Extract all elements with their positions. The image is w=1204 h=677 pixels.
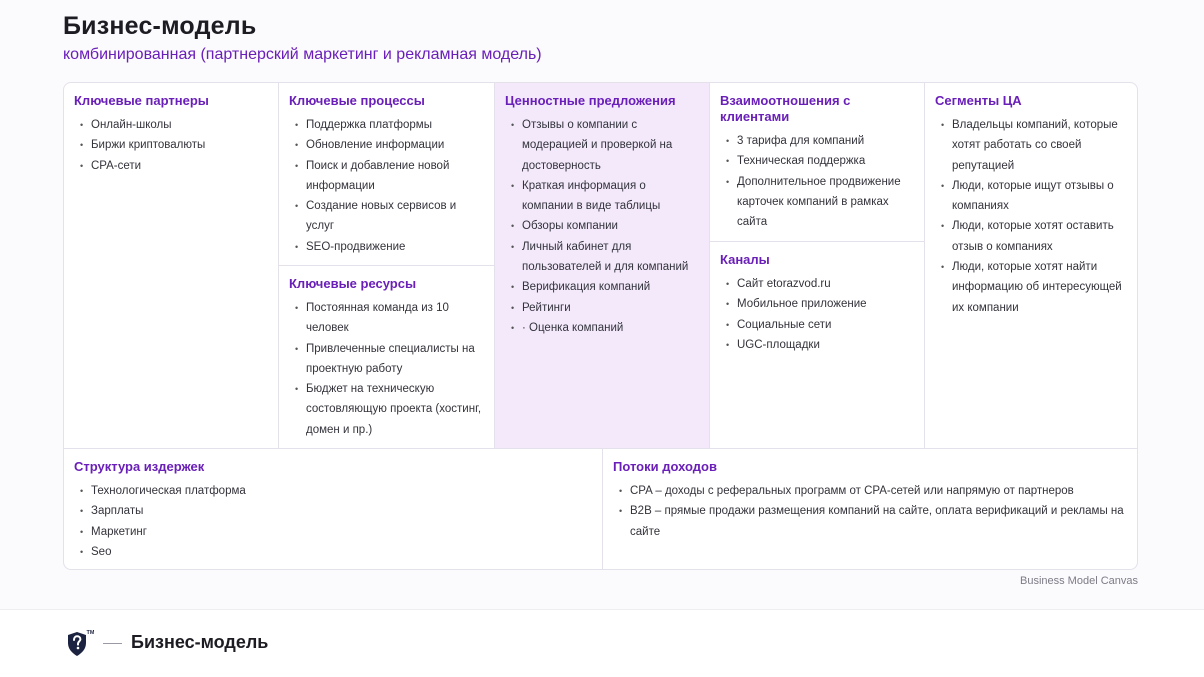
list-item: • Люди, которые хотят оставить отзыв о компаниях <box>935 216 1130 257</box>
list-item: • Отзывы о компании с модерацией и проверкой на достоверность <box>505 115 700 176</box>
list-item: • CPA – доходы с реферальных программ от CPA-сетей или напрямую от партнеров <box>613 481 1130 501</box>
key-resources-list <box>289 298 485 440</box>
value-propositions-list <box>505 115 700 338</box>
channels-block <box>709 241 924 448</box>
key-partners-title: Ключевые партнеры <box>74 93 209 108</box>
footer <box>0 609 1204 677</box>
list-item: • Постоянная команда из 10 человек <box>289 298 485 339</box>
list-item: • Обновление информации <box>289 135 485 155</box>
list-item: • B2B – прямые продажи размещения компаний на сайте, оплата верификаций и рекламы на сайте <box>613 501 1130 542</box>
page-title: Бизнес-модель <box>63 12 257 40</box>
list-item: • Технологическая платформа <box>74 481 593 501</box>
list-item: • 3 тарифа для компаний <box>720 131 915 151</box>
shield-question-icon <box>66 628 94 660</box>
business-model-canvas <box>63 82 1138 570</box>
customer-relationships-title: Взаимоотношения с клиентами <box>720 93 851 124</box>
list-item: • Онлайн-школы <box>74 115 269 135</box>
list-item: • UGC-площадки <box>720 335 915 355</box>
list-item: • Обзоры компании <box>505 216 700 236</box>
customer-relationships-block <box>709 83 924 241</box>
customer-segments-title: Сегменты ЦА <box>935 93 1022 108</box>
list-item: • Люди, которые хотят найти информацию об интересующей их компании <box>935 257 1130 318</box>
list-item: • Маркетинг <box>74 522 593 542</box>
list-item: • SEO-продвижение <box>289 237 485 257</box>
customer-segments-list <box>935 115 1130 318</box>
list-item: • Краткая информация о компании в виде таблицы <box>505 176 700 217</box>
key-activities-block <box>278 83 494 265</box>
list-item: • Биржи криптовалюты <box>74 135 269 155</box>
cost-structure-list <box>74 481 593 562</box>
customer-segments-block <box>924 83 1138 448</box>
list-item: • Дополнительное продвижение карточек компаний в рамках сайта <box>720 172 915 233</box>
trademark-mark: TM <box>86 630 94 636</box>
key-partners-list <box>74 115 269 176</box>
cost-structure-block <box>64 448 602 570</box>
list-item: • · Оценка компаний <box>505 318 700 338</box>
revenue-streams-block <box>602 448 1138 570</box>
list-item: • CPA-сети <box>74 156 269 176</box>
value-propositions-block <box>494 83 709 448</box>
key-resources-title: Ключевые ресурсы <box>289 276 417 291</box>
value-propositions-title: Ценностные предложения <box>505 93 676 108</box>
channels-title: Каналы <box>720 252 770 267</box>
customer-relationships-list <box>720 131 915 232</box>
cost-structure-title: Структура издержек <box>74 459 205 474</box>
list-item: • Рейтинги <box>505 298 700 318</box>
list-item: • Создание новых сервисов и услуг <box>289 196 485 237</box>
list-item: • Зарплаты <box>74 501 593 521</box>
revenue-streams-title: Потоки доходов <box>613 459 717 474</box>
list-item: • Seo <box>74 542 593 562</box>
footer-divider <box>103 643 122 644</box>
list-item: • Привлеченные специалисты на проектную работу <box>289 339 485 380</box>
list-item: • Техническая поддержка <box>720 151 915 171</box>
list-item: • Верификация компаний <box>505 277 700 297</box>
list-item: • Владельцы компаний, которые хотят работать со своей репутацией <box>935 115 1130 176</box>
page-subtitle: комбинированная (партнерский маркетинг и рекламная модель) <box>63 46 542 63</box>
list-item: • Бюджет на техническую состовляющую проекта (хостинг, домен и пр.) <box>289 379 485 440</box>
canvas-caption: Business Model Canvas <box>1019 575 1138 587</box>
channels-list <box>720 274 915 355</box>
key-resources-block <box>278 265 494 448</box>
list-item: • Сайт etorazvod.ru <box>720 274 915 294</box>
footer-title: Бизнес-модель <box>131 632 269 652</box>
list-item: • Социальные сети <box>720 315 915 335</box>
key-partners-block <box>64 83 278 448</box>
key-activities-title: Ключевые процессы <box>289 93 425 108</box>
list-item: • Мобильное приложение <box>720 294 915 314</box>
key-activities-list <box>289 115 485 257</box>
list-item: • Поиск и добавление новой информации <box>289 156 485 197</box>
list-item: • Поддержка платформы <box>289 115 485 135</box>
revenue-streams-list <box>613 481 1130 542</box>
list-item: • Личный кабинет для пользователей и для компаний <box>505 237 700 278</box>
list-item: • Люди, которые ищут отзывы о компаниях <box>935 176 1130 217</box>
